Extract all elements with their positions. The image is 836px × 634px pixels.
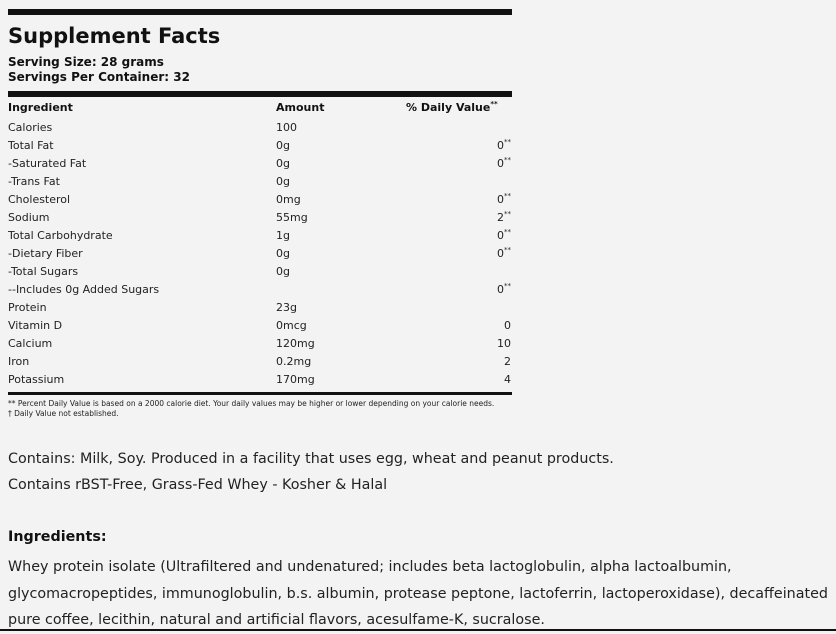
row-amount: 0mg [276,192,301,206]
row-dv-mark: ** [504,191,511,200]
row-daily-value [406,352,512,370]
row-ingredient: -Saturated Fat [8,156,87,170]
row-daily-value [406,280,512,298]
row-dv-mark: ** [504,281,511,290]
allergen-info [8,446,614,498]
ingredients-heading: Ingredients: [8,529,107,545]
row-amount: 0g [276,246,290,260]
row-ingredient: Protein [8,300,47,314]
table-row [8,370,512,388]
row-ingredient: Total Fat [8,138,54,152]
row-amount: 0g [276,138,290,152]
row-dv-mark: ** [504,245,511,254]
row-ingredient: -Trans Fat [8,174,60,188]
row-daily-value [406,190,512,208]
header-ingredient: Ingredient [8,101,73,114]
header-amount: Amount [276,101,325,114]
table-row [8,190,512,208]
row-daily-value [406,316,512,334]
contains-allergens: Contains: Milk, Soy. Produced in a facility that uses egg, wheat and peanut products. [8,451,614,467]
row-amount: 0g [276,156,290,170]
row-amount: 55mg [276,210,308,224]
row-dv-mark: ** [504,227,511,236]
row-dv-mark: ** [504,209,511,218]
row-dv-value: 2 [504,354,511,368]
table-row [8,352,512,370]
row-amount [276,280,406,298]
row-dv-mark: ** [504,137,511,146]
serving-size: Serving Size: 28 grams [8,55,164,69]
row-ingredient: --Includes 0g Added Sugars [8,282,160,296]
row-ingredient: Calcium [8,336,53,350]
row-ingredient: Cholesterol [8,192,71,206]
row-ingredient: Total Carbohydrate [8,228,113,242]
table-row [8,208,512,226]
row-daily-value [406,244,512,262]
row-ingredient: Iron [8,354,30,368]
table-row [8,172,512,190]
top-rule [8,9,512,15]
row-dv-value: 0 [497,228,504,242]
ingredients-text: Whey protein isolate (Ultrafiltered and undenatured; includes beta lactoglobulin, alpha lactoalbumin, glycomacropeptides, immunoglobulin, b.s. albumin, protease peptone, lactoferrin, lactoperoxidase), decaffeinated pure coffee, lecithin, natural and artificial flavors, acesulfame-K, sucralose. [8,559,828,628]
row-amount: 0g [276,174,290,188]
table-header-row [8,97,512,118]
row-ingredient: -Total Sugars [8,264,79,278]
row-ingredient: Vitamin D [8,318,63,332]
row-daily-value [406,118,512,136]
row-ingredient: -Dietary Fiber [8,246,83,260]
row-dv-value: 0 [497,246,504,260]
table-row [8,136,512,154]
row-daily-value [406,262,512,280]
row-daily-value [406,334,512,352]
table-row [8,316,512,334]
row-dv-mark: ** [504,155,511,164]
bottom-rule [8,392,512,395]
row-ingredient: Potassium [8,372,65,386]
table-row [8,262,512,280]
row-ingredient: Calories [8,120,53,134]
row-amount: 100 [276,120,297,134]
row-dv-value: 4 [504,372,511,386]
footnote-percent-dv: ** Percent Daily Value is based on a 2000 calorie diet. Your daily values may be higher or lower depending on your calorie needs. [8,399,495,408]
row-dv-value: 0 [497,192,504,206]
row-dv-value: 10 [497,336,511,350]
row-amount: 170mg [276,372,315,386]
row-dv-value: 0 [497,156,504,170]
row-amount: 120mg [276,336,315,350]
row-dv-value: 2 [497,210,504,224]
table-row [8,118,512,136]
row-amount: 23g [276,300,297,314]
header-dv-label: % Daily Value [406,101,491,114]
table-row [8,226,512,244]
contains-certifications: Contains rBST-Free, Grass-Fed Whey - Kosher & Halal [8,477,388,493]
table-row [8,280,512,298]
servings-per-container: Servings Per Container: 32 [8,70,190,84]
row-amount: 1g [276,228,290,242]
row-daily-value [406,172,512,190]
row-amount: 0mcg [276,318,307,332]
row-dv-value: 0 [497,282,504,296]
row-amount: 0g [276,264,290,278]
header-dv-mark: ** [490,100,498,108]
row-daily-value [406,208,512,226]
table-row [8,334,512,352]
row-daily-value [406,298,512,316]
footnote-dv-not-established: † Daily Value not established. [8,409,119,418]
supplement-facts-panel [8,9,512,419]
row-daily-value [406,370,512,388]
row-daily-value [406,226,512,244]
table-row [8,298,512,316]
row-ingredient: Sodium [8,210,50,224]
table-row [8,244,512,262]
row-dv-value: 0 [504,318,511,332]
header-daily-value [406,97,512,118]
row-daily-value [406,136,512,154]
table-row [8,154,512,172]
row-amount: 0.2mg [276,354,312,368]
nutrition-table [8,97,512,388]
row-daily-value [406,154,512,172]
panel-title: Supplement Facts [8,24,221,48]
row-dv-value: 0 [497,138,504,152]
